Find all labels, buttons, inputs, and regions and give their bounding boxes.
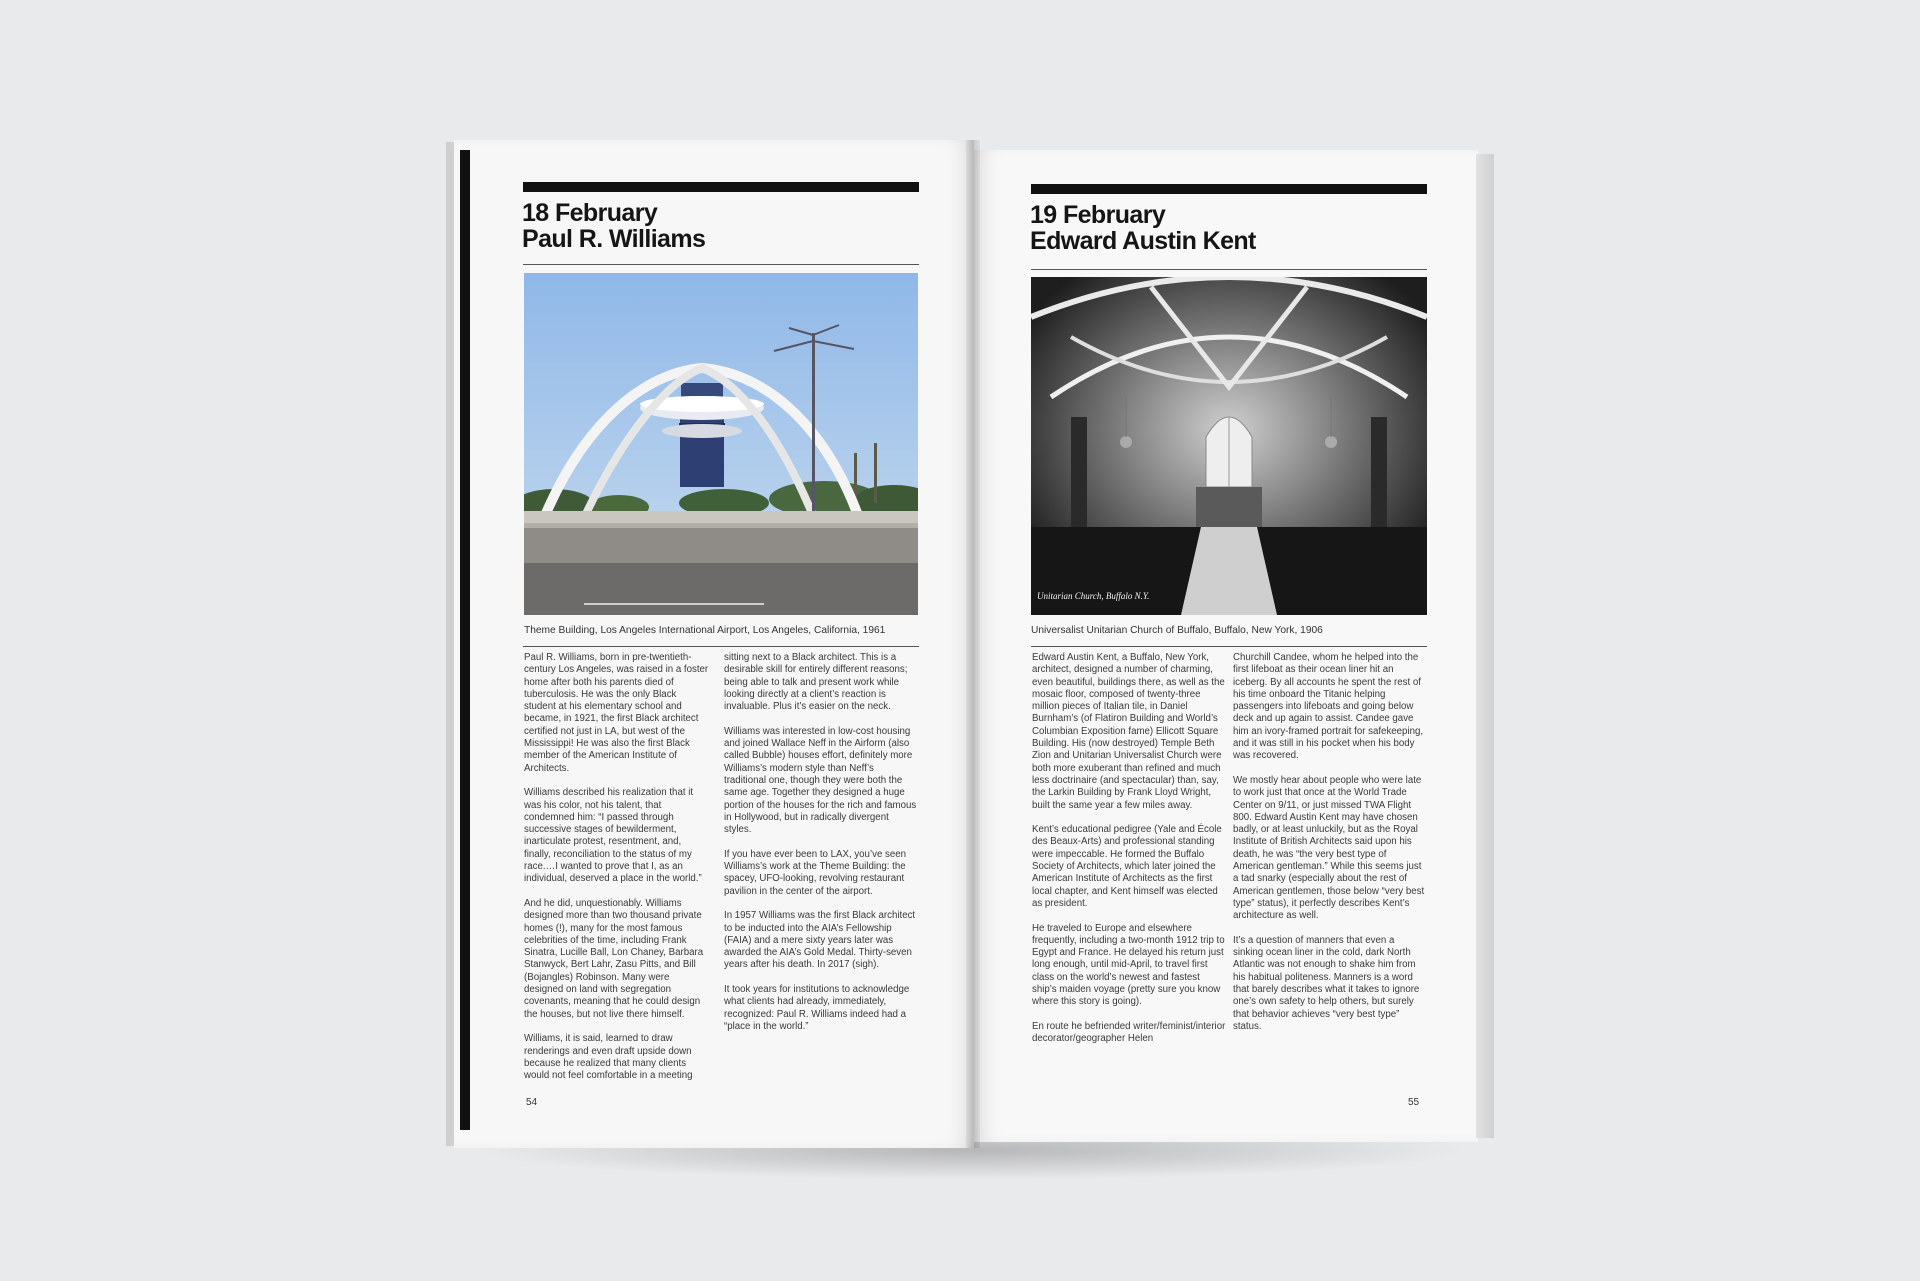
left-page-date: 18 February	[522, 199, 658, 227]
left-page-column-1	[524, 652, 710, 1095]
left-col2-paragraph-2: Williams was interested in low-cost housing and joined Wallace Neff in the Airform (also called Bubble) houses effort, definitely more Williams’s modern style than Neff’s traditional one, though they were both the same age. Together they designed a huge portion of the houses for the rich and famous in Hollywood, but in radically divergent styles.	[724, 725, 917, 836]
left-heading-bar	[523, 182, 919, 192]
book-gutter	[966, 140, 980, 1148]
right-page-number: 55	[1408, 1097, 1420, 1108]
open-book	[446, 140, 1496, 1148]
left-page-number: 54	[526, 1097, 538, 1108]
left-page-black-band	[460, 150, 470, 1130]
right-cover-edge	[1476, 154, 1494, 1138]
right-col1-paragraph-2: Kent’s educational pedigree (Yale and École des Beaux-Arts) and professional standing were impeccable. He formed the Buffalo Society of Architects, which later joined the American Institute of Architects as the first local chapter, and Kent himself was elected as president.	[1032, 824, 1222, 909]
right-photo-caption: Universalist Unitarian Church of Buffalo, Buffalo, New York, 1906	[1031, 625, 1323, 636]
left-page-column-2	[724, 652, 918, 1046]
right-col2-paragraph-1: Churchill Candee, whom he helped into the first lifeboat as their ocean liner hit an iceberg. By all accounts he spent the rest of his time onboard the Titanic helping passengers into lifeboats and going below deck and up again to assist. Candee gave him an ivory-framed portrait for safekeeping, and it was still in his pocket when his body was recovered.	[1233, 652, 1424, 762]
theme-building-photo	[524, 273, 918, 615]
right-col2-paragraph-3: It’s a question of manners that even a sinking ocean liner in the cold, dark North Atlantic was not enough to shake him from his habitual politeness. Manners is a word that barely describes what it takes to ignore one’s own safety to help others, but surely that behavior achieves “very best type” status.	[1233, 934, 1420, 1032]
right-heading-bar	[1031, 184, 1427, 194]
right-col2-paragraph-2: We mostly hear about people who were late to work just that once at the World Trade Center on 9/11, or just missed TWA Flight 800. Edward Austin Kent may have chosen badly, or at least unluckily, but as the Royal Institute of British Architects said upon his death, he was “the very best type of American gentleman.” While this seems just a tad snarky (especially about the rest of American gentlemen, those below “very best type” status), it perfectly describes Kent’s architecture as well.	[1233, 774, 1425, 922]
left-col2-paragraph-5: It took years for institutions to acknowledge what clients had already, immediately, recognized: Paul R. Williams indeed had a “place in the world.”	[724, 984, 910, 1032]
left-col2-paragraph-3: If you have ever been to LAX, you’ve seen Williams’s work at the Theme Building: the spacey, UFO-looking, revolving restaurant pavilion in the center of the airport.	[724, 848, 907, 897]
left-heading-rule	[523, 264, 919, 265]
left-caption-rule	[523, 646, 919, 647]
left-col1-paragraph-4: Williams, it is said, learned to draw renderings and even draft upside down because he realized that many clients would not feel comfortable in a meeting	[524, 1033, 693, 1082]
right-col1-paragraph-4: En route he befriended writer/feminist/interior decorator/geographer Helen	[1032, 1020, 1226, 1045]
right-page-architect-name: Edward Austin Kent	[1030, 227, 1256, 255]
right-heading-rule	[1031, 269, 1427, 270]
left-col2-paragraph-1: sitting next to a Black architect. This is a desirable skill for entirely different reasons; being able to talk and present work while looking directly at a client’s reaction is invaluable. Plus it’s easier on the neck.	[724, 652, 908, 713]
photo-inscription: Unitarian Church, Buffalo N.Y.	[1037, 591, 1150, 601]
right-col1-paragraph-3: He traveled to Europe and elsewhere frequently, including a two-month 1912 trip to Egypt and France. He delayed his return just long enough, until mid-April, to travel first class on the world’s newest and fastest ship’s maiden voyage (pretty sure you know where this story is going).	[1032, 922, 1225, 1008]
left-col2-paragraph-4: In 1957 Williams was the first Black architect to be inducted into the AIA’s Fellowship (FAIA) and a mere sixty years later was awarded the AIA’s Gold Medal. Thirty-seven years after his death. In 2017 (sigh).	[724, 910, 916, 971]
right-col1-paragraph-1: Edward Austin Kent, a Buffalo, New York, architect, designed a number of charming, even beautiful, buildings there, as well as the mosaic floor, composed of twenty-three million pieces of Italian tile, in Daniel Burnham’s (of Flatiron Building and World’s Columbian Exposition fame) Ellicott Square Building. His (now destroyed) Temple Beth Zion and Unitarian Universalist Church were both more exuberant than refined and much less doctrinaire (and spectacular) than, say, the Larkin Building by Frank Lloyd Wright, built the same year a few miles away.	[1032, 652, 1225, 811]
right-caption-rule	[1031, 646, 1427, 647]
left-page-architect-name: Paul R. Williams	[522, 225, 706, 253]
church-interior-illustration	[1031, 277, 1427, 615]
theme-building-illustration	[524, 273, 918, 615]
left-col1-paragraph-3: And he did, unquestionably. Williams designed more than two thousand private homes (!), many for the most famous celebrities of the time, including Frank Sinatra, Lucille Ball, Lon Chaney, Barbara Stanwyck, Bert Lahr, Zasu Pitts, and Bill (Bojangles) Robinson. Many were designed on land with segregation covenants, meaning that he could design the houses, but not live there himself.	[524, 897, 704, 1020]
church-interior-photo	[1031, 277, 1427, 615]
left-col1-paragraph-1: Paul R. Williams, born in pre-twentieth-century Los Angeles, was raised in a foster home after both his parents died of tuberculosis. He was the only Black student at his elementary school and became, in 1921, the first Black architect certified not just in LA, but west of the Mississippi! He was also the first Black member of the American Institute of Architects.	[524, 652, 709, 774]
left-col1-paragraph-2: Williams described his realization that it was his color, not his talent, that condemned him: “I passed through successive stages of bewilderment, inarticulate protest, resentment, and, finally, reconciliation to the status of my race.…I wanted to prove that I, as an individual, deserved a place in the world.”	[524, 787, 702, 885]
right-page-column-1	[1032, 652, 1226, 1058]
right-page-column-2	[1233, 652, 1427, 1046]
left-photo-caption: Theme Building, Los Angeles International Airport, Los Angeles, California, 1961	[524, 625, 886, 636]
right-page-date: 19 February	[1030, 201, 1166, 229]
